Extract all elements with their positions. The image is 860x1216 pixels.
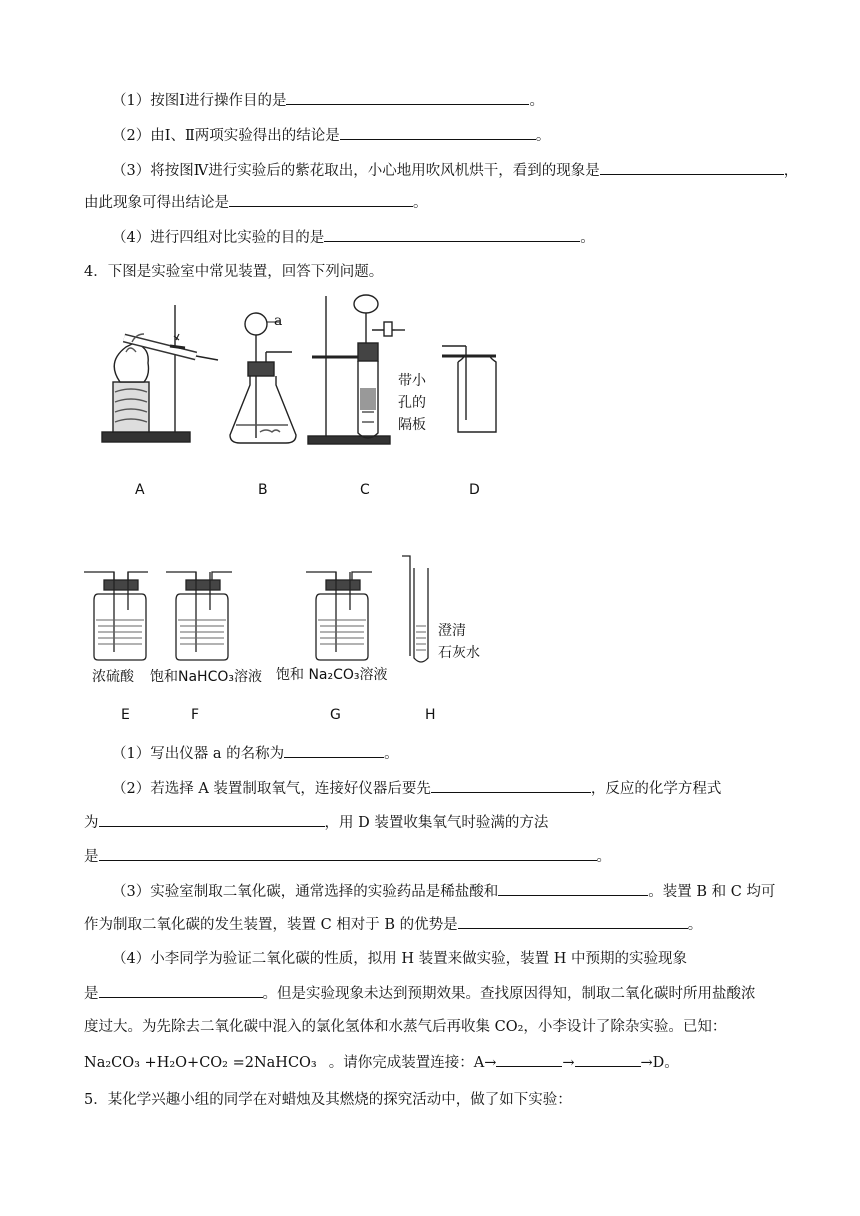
punct: 。 xyxy=(413,195,428,211)
punct: 。 xyxy=(535,128,551,144)
q4-s4b-text: 是 xyxy=(84,986,99,1002)
c-tag-1: 带小 xyxy=(398,373,426,389)
tag-h xyxy=(438,620,480,664)
label-B: B xyxy=(258,482,268,498)
arrow: → xyxy=(562,1055,575,1071)
q4-s1 xyxy=(112,743,399,764)
q4-s2c-text: 是 xyxy=(84,849,99,865)
answer-blank[interactable] xyxy=(99,983,263,998)
q4-s3a-text: （3）实验室制取二氧化碳，通常选择的实验药品是稀盐酸和 xyxy=(112,884,499,900)
q5-title: 5．某化学兴趣小组的同学在对蜡烛及其燃烧的探究活动中，做了如下实验： xyxy=(84,1092,572,1108)
q4-s3a xyxy=(112,881,775,902)
tag-h-1: 澄清 xyxy=(438,623,466,639)
label-F: F xyxy=(191,707,200,723)
q3-text-4: 由此现象可得出结论是 xyxy=(84,195,229,211)
label-a-tag: a xyxy=(274,313,283,329)
apparatus-f xyxy=(166,572,232,660)
q4-s2b xyxy=(84,812,548,833)
q4-s2a-text: （2）若选择 A 装置制取氧气，连接好仪器后要先 xyxy=(112,781,431,797)
punct: 。装置 B 和 C 均可 xyxy=(648,884,776,900)
q4-s2c xyxy=(84,846,611,867)
answer-blank[interactable] xyxy=(99,846,597,861)
answer-blank[interactable] xyxy=(458,914,688,929)
answer-blank[interactable] xyxy=(498,881,648,896)
label-C: C xyxy=(360,482,370,498)
punct: ，用 D 装置收集氧气时验满的方法 xyxy=(324,815,549,831)
q3-text-5: （4）进行四组对比实验的目的是 xyxy=(112,230,325,246)
q4-s4c: 度过大。为先除去二氧化碳中混入的氯化氢体和水蒸气后再收集 CO₂，小李设计了除杂实验。已知： xyxy=(84,1019,727,1035)
q4-s3b-text: 作为制取二氧化碳的发生装置，装置 C 相对于 B 的优势是 xyxy=(84,917,458,933)
label-D: D xyxy=(469,482,480,498)
label-H: H xyxy=(425,707,436,723)
punct: ，反应的化学方程式 xyxy=(590,781,722,797)
answer-blank[interactable] xyxy=(284,743,384,758)
q4-s4d-text: 。请你完成装置连接：A→ xyxy=(328,1055,497,1071)
q4-s4b xyxy=(84,983,756,1004)
q3-text-1: （1）按图Ⅰ进行操作目的是 xyxy=(112,93,287,109)
q3-text-3: （3）将按图Ⅳ进行实验后的紫花取出，小心地用吹风机烘干，看到的现象是 xyxy=(112,163,600,179)
chemical-equation: Na₂CO₃ +H₂O+CO₂ =2NaHCO₃ xyxy=(84,1055,317,1071)
punct: 。 xyxy=(529,93,544,109)
tag-h-2: 石灰水 xyxy=(438,645,480,661)
q4-s2a xyxy=(112,778,721,799)
q4-s3b xyxy=(84,914,702,935)
q4-s4d-end: →D。 xyxy=(640,1055,679,1071)
c-tag-3: 隔板 xyxy=(398,417,426,433)
c-tag-2: 孔的 xyxy=(398,395,426,411)
apparatus-e xyxy=(84,572,148,660)
apparatus-g xyxy=(306,572,372,660)
q4-s4b-end: 。但是实验现象未达到预期效果。查找原因得知，制取二氧化碳时所用盐酸浓 xyxy=(262,986,756,1002)
q4-title: 4．下图是实验室中常见装置，回答下列问题。 xyxy=(84,264,384,280)
punct: 。 xyxy=(384,746,399,762)
label-A: A xyxy=(135,482,145,498)
q4-s4d xyxy=(84,1052,679,1073)
answer-blank[interactable] xyxy=(431,778,591,793)
q4-s1-text: （1）写出仪器 a 的名称为 xyxy=(112,746,285,762)
label-G: G xyxy=(330,707,341,723)
apparatus-h xyxy=(402,556,428,662)
tag-g: 饱和 Na₂CO₃溶液 xyxy=(276,667,388,683)
q3-text-2: （2）由Ⅰ、Ⅱ两项实验得出的结论是 xyxy=(112,128,340,144)
punct: 。 xyxy=(687,917,703,933)
punct: 。 xyxy=(580,230,595,246)
label-E: E xyxy=(121,707,130,723)
answer-blank[interactable] xyxy=(575,1052,641,1067)
tag-e: 浓硫酸 xyxy=(92,669,134,685)
answer-blank[interactable] xyxy=(496,1052,562,1067)
answer-blank[interactable] xyxy=(99,812,325,827)
q4-s2b-text: 为 xyxy=(84,815,99,831)
q4-s4a: （4）小李同学为验证二氧化碳的性质，拟用 H 装置来做实验，装置 H 中预期的实验现象 xyxy=(112,951,687,967)
tag-f: 饱和NaHCO₃溶液 xyxy=(150,669,262,685)
punct: ， xyxy=(783,163,799,179)
punct: 。 xyxy=(596,849,611,865)
